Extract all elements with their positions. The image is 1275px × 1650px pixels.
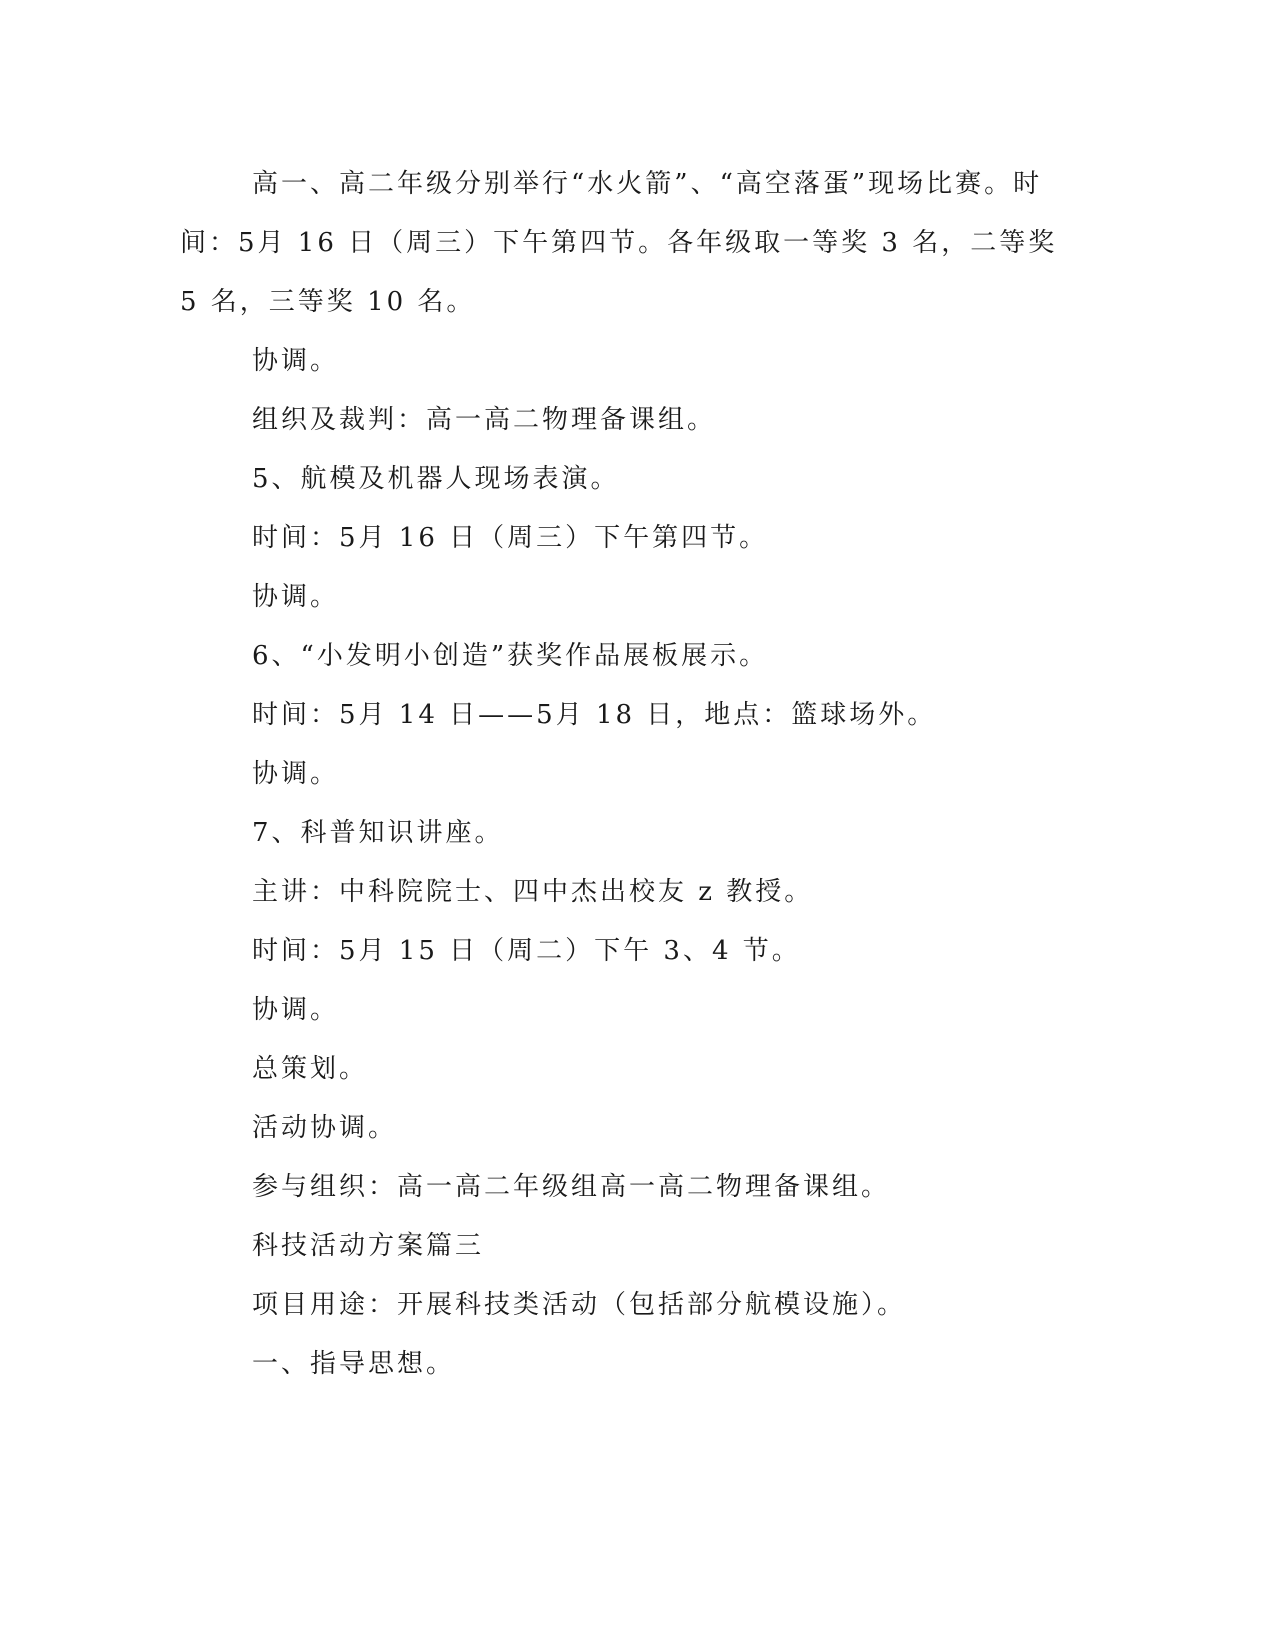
paragraph-coordinate-2: 协调。 xyxy=(252,582,340,612)
paragraph-chief-planning: 总策划。 xyxy=(252,1054,369,1084)
paragraph-speaker: 主讲：中科院院士、四中杰出校友 z 教授。 xyxy=(252,877,814,907)
section-heading-plan-3: 科技活动方案篇三 xyxy=(252,1231,485,1261)
paragraph-item-5: 5、航模及机器人现场表演。 xyxy=(252,464,620,494)
paragraph-time-6: 时间：5月 14 日——5月 18 日，地点：篮球场外。 xyxy=(252,700,937,730)
paragraph-coordinate-1: 协调。 xyxy=(252,346,340,376)
paragraph-time-7: 时间：5月 15 日（周二）下午 3、4 节。 xyxy=(252,936,801,966)
paragraph-competition: 高一、高二年级分别举行“水火箭”、“高空落蛋”现场比赛。时间：5月 16 日（周三）下午第四节。各年级取一等奖 3 名，二等奖 5 名，三等奖 10 名。 xyxy=(180,169,1069,317)
paragraph-organizer-referee: 组织及裁判：高一高二物理备课组。 xyxy=(252,405,717,435)
paragraph-coordinate-3: 协调。 xyxy=(252,759,340,789)
paragraph-item-7: 7、科普知识讲座。 xyxy=(252,818,504,848)
paragraph-project-purpose: 项目用途：开展科技类活动（包括部分航模设施）。 xyxy=(252,1290,907,1320)
paragraph-activity-coordination: 活动协调。 xyxy=(252,1113,398,1143)
paragraph-coordinate-4: 协调。 xyxy=(252,995,340,1025)
paragraph-participating-organizers: 参与组织：高一高二年级组高一高二物理备课组。 xyxy=(252,1172,891,1202)
paragraph-guiding-ideology: 一、指导思想。 xyxy=(252,1349,456,1379)
paragraph-time-5: 时间：5月 16 日（周三）下午第四节。 xyxy=(252,523,769,553)
document-body xyxy=(180,155,1069,1394)
paragraph-item-6: 6、“小发明小创造”获奖作品展板展示。 xyxy=(252,641,769,671)
